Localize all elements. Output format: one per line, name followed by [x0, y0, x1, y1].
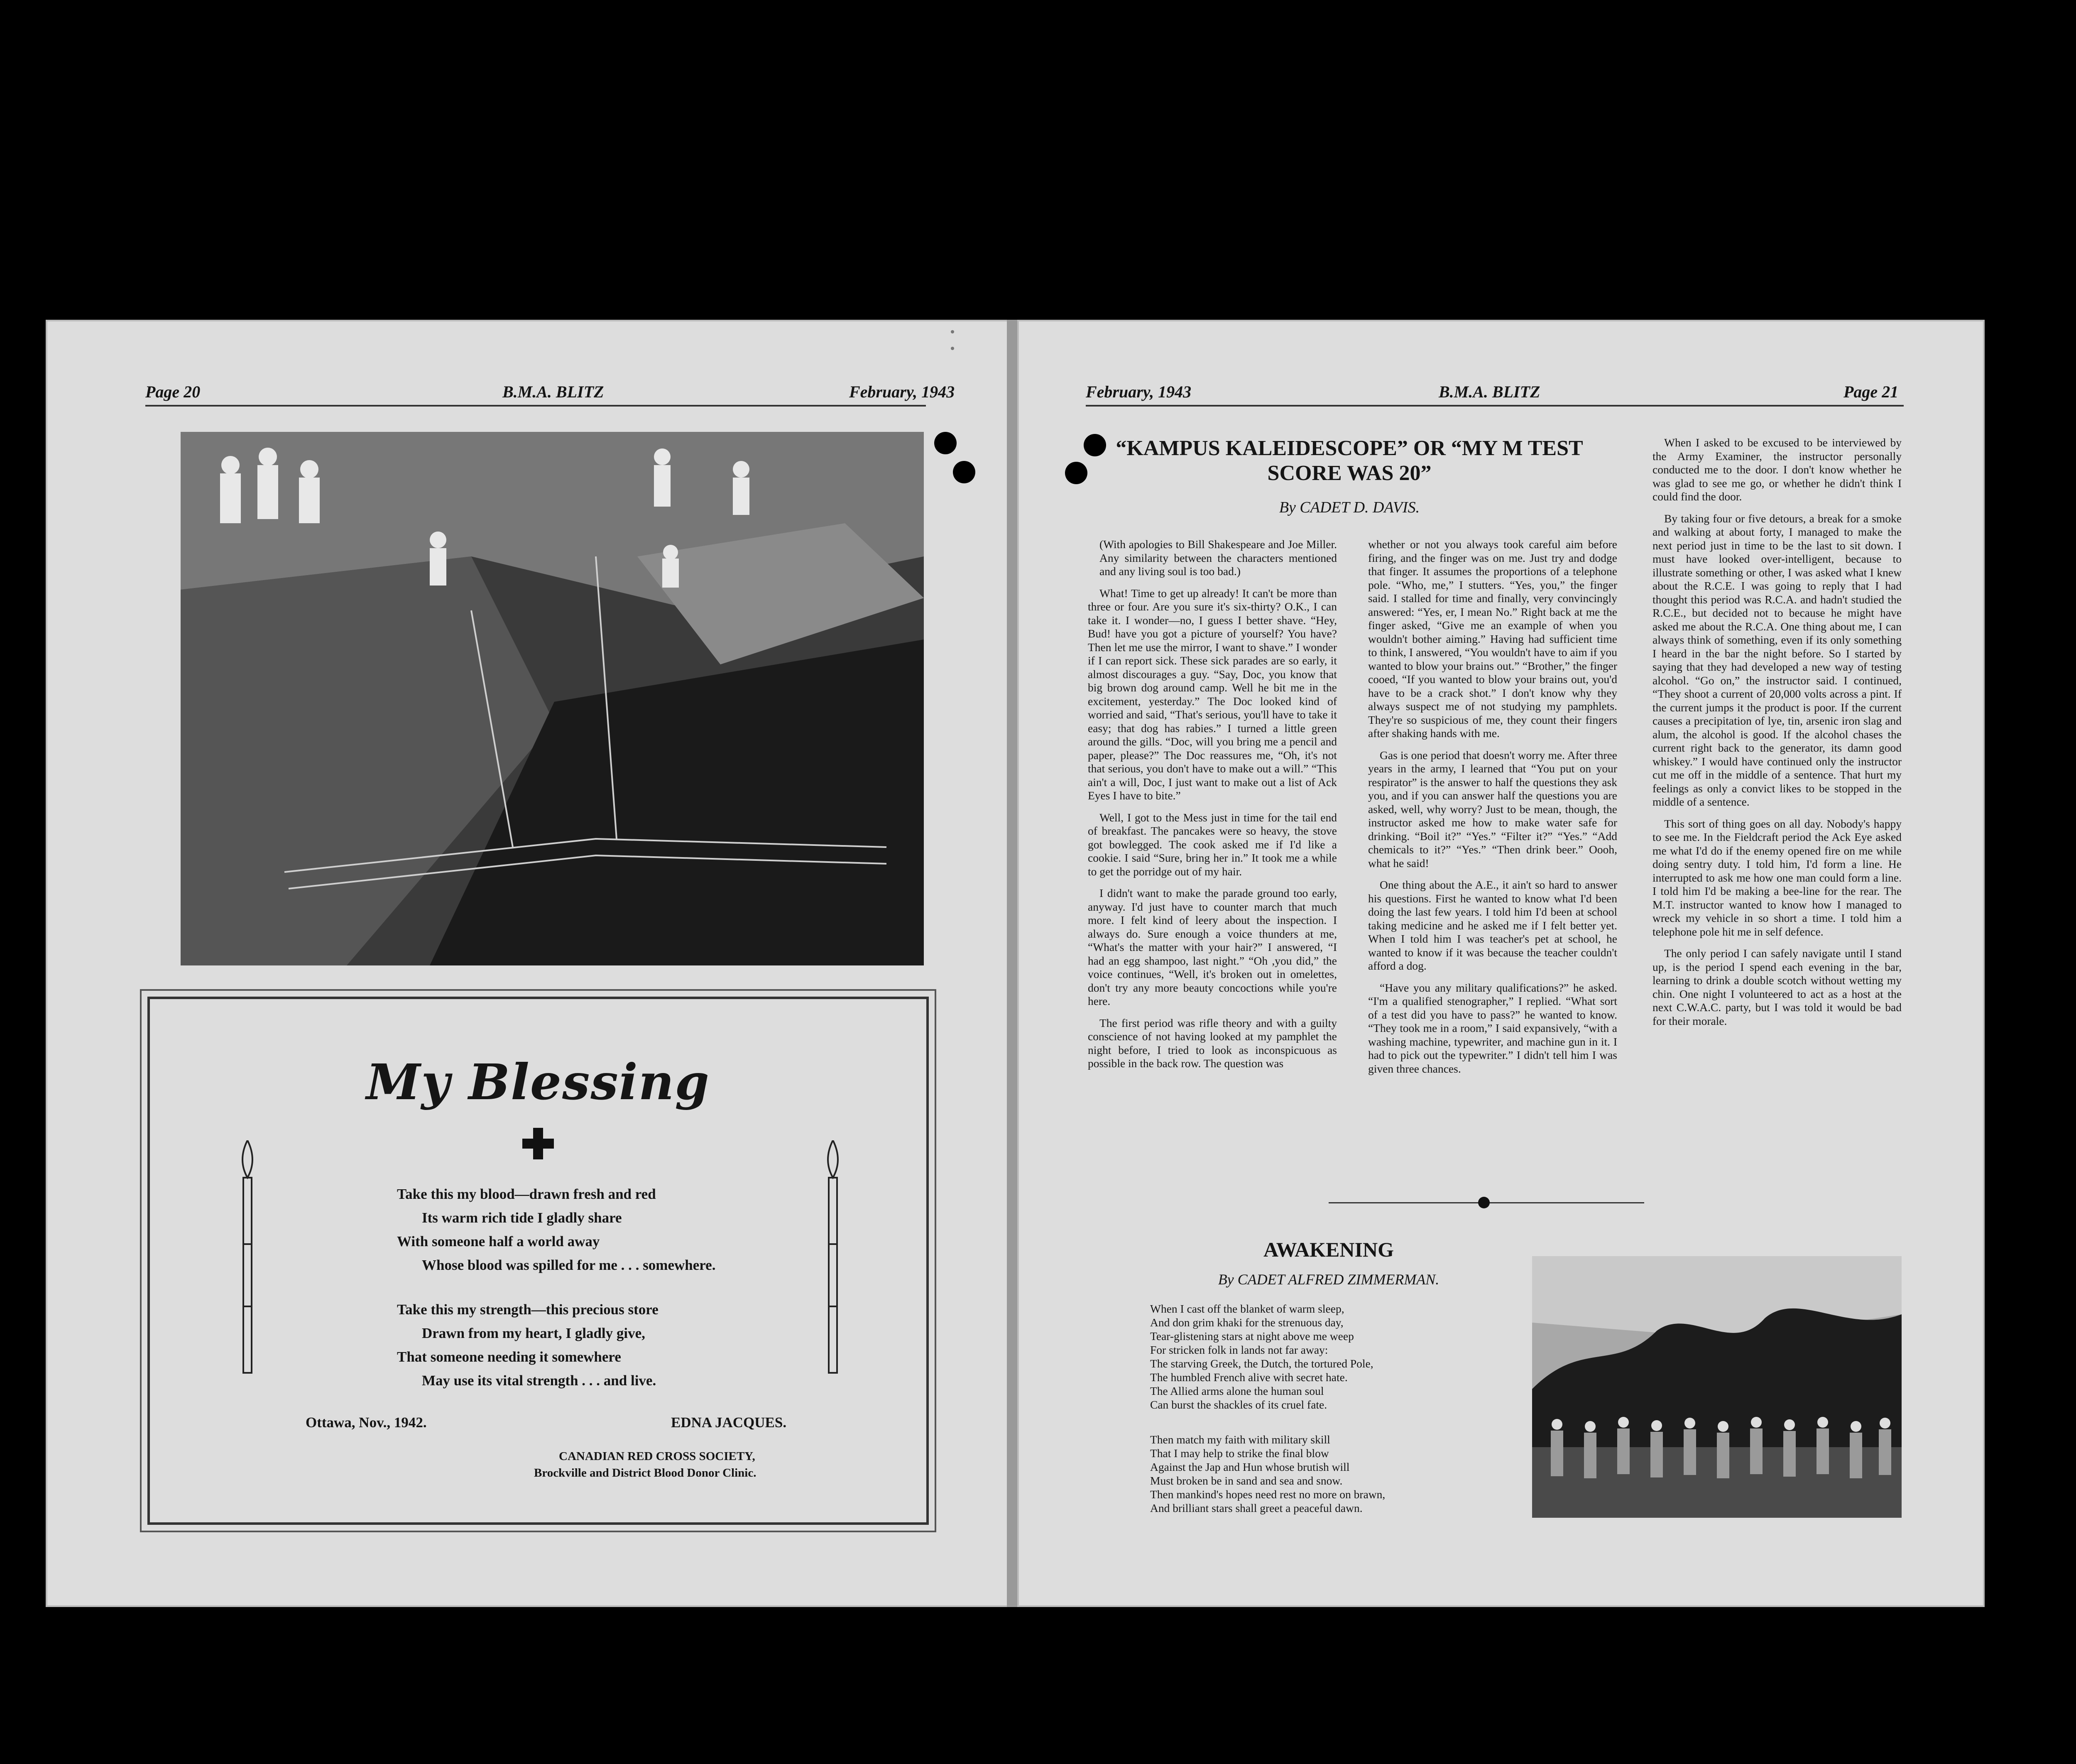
blessing-credit: CANADIAN RED CROSS SOCIETY, — [559, 1450, 755, 1463]
article-column-3 — [1652, 436, 1902, 1036]
punch-hole — [934, 432, 957, 454]
blessing-line: Its warm rich tide I gladly share — [422, 1210, 622, 1226]
blessing-line: May use its vital strength . . . and live. — [422, 1372, 656, 1389]
punch-hole — [1084, 434, 1106, 456]
article-title-line: “KAMPUS KALEIDESCOPE” OR “MY M TEST — [1116, 436, 1583, 460]
torch-right-icon — [823, 1140, 843, 1377]
poem-line: That I may help to strike the final blow — [1150, 1447, 1329, 1460]
blessing-line: Take this my strength—this precious store — [397, 1301, 659, 1318]
article-paragraph: I didn't want to make the parade ground too early, anyway. I'd just have to counter march that much more. I felt kind of leery about the inspection. I always do. Sure enough a voice thunders at me, “What's the matter with your hair?” I answered, “I had an egg shampoo, last night.” “Oh ,you did,” the voice continues, “Well, it's broken out in omelettes, don't try any more beauty concoctions while you're here. — [1088, 887, 1337, 1007]
page-number-right: Page 21 — [1843, 382, 1899, 401]
poem-line: Tear-glistening stars at night above me weep — [1150, 1330, 1354, 1343]
blessing-line: Drawn from my heart, I gladly give, — [422, 1325, 645, 1341]
blessing-line: Take this my blood—drawn fresh and red — [397, 1186, 656, 1202]
torch-left-icon — [237, 1140, 258, 1377]
article-paragraph: This sort of thing goes on all day. Nobody's happy to see me. In the Fieldcraft period the Ack Eye asked me what I'd do if the enemy opened fire on me while doing sentry duty. I told him, I'd form a line. He interrupted to ask me how one man could form a line. I told him I'd be making a bee-line for the rear. The M.T. instructor wanted to know how I managed to wreck my vehicle in so short a time. I told him a telephone pole hit me in self defence. — [1652, 817, 1902, 938]
poem-line: The Allied arms alone the human soul — [1150, 1384, 1324, 1397]
article-paragraph: Gas is one period that doesn't worry me. After three years in the army, I learned that “You put on your respirator” is the answer to half the questions they ask you, and if you can answer half the questions you are asked, well, why worry? Just to be mean, though, the instructor asked me how to make water safe for drinking. “Boil it?” “Yes.” “Filter it?” “Yes.” “Add chemicals to it?” “Yes.” “Then drink beer.” Oooh, what he said! — [1368, 748, 1617, 870]
left-page — [46, 320, 1009, 1607]
poem-stanza-1 — [1150, 1302, 1373, 1411]
page-number-left: Page 20 — [145, 382, 201, 401]
article-paragraph: By taking four or five detours, a break for a smoke and walking at about forty, I managed to make the next period just in time to be the last to sit down. I must have looked over-intelligent, because to illustrate something or other, I was asked what I knew about the R.C.E. I was going to reply that I had thought this period was R.C.A. and hadn't studied the R.C.E., but decided not to because he might have asked me about the R.C.A. One thing about me, I can always think of something, even if its only something I heard in the bar the night before. So I started by saying that they had developed a new way of testing alcohol. “Go on,” the instructor said. I continued, “They shoot a current of 20,000 volts across a pint. If the current jumps it the product is poor. If the current causes a precipitation of lye, tin, arsenic iron slag and alum, the alcohol is good. If the alcohol chases the current right back to the generator, its damn good whiskey.” I would have continued only the instructor cut me off in the middle of a sentence. That hurt my feelings as only a convict likes to be stopped in the middle of a sentence. — [1652, 512, 1902, 808]
poem-stanza-2 — [1150, 1433, 1385, 1515]
poem-line: And don grim khaki for the strenuous day, — [1150, 1316, 1344, 1329]
blessing-place-date: Ottawa, Nov., 1942. — [306, 1414, 427, 1431]
article-paragraph: The first period was rifle theory and with a guilty conscience of not having looked at my pamphlet the night before, I tried to look as inconspicuous as possible in the back row. The question was — [1088, 1016, 1337, 1070]
poem-title: AWAKENING — [1263, 1238, 1394, 1261]
poem-line: Against the Jap and Hun whose brutish will — [1150, 1460, 1350, 1473]
punch-hole — [953, 461, 975, 483]
article-paragraph: One thing about the A.E., it ain't so hard to answer his questions. First he wanted to know what I'd been doing the last few years. I told him I'd been at school taking medicine and he asked me if I felt better yet. When I told him I was teacher's pet at school, he wanted to know if it was because the teacher couldn't afford a dog. — [1368, 878, 1617, 972]
poem-byline: By CADET ALFRED ZIMMERMAN. — [1218, 1271, 1439, 1288]
poem-line: Then mankind's hopes need rest no more on brawn, — [1150, 1488, 1386, 1501]
article-byline: By CADET D. DAVIS. — [1279, 499, 1420, 516]
poem-line: Then match my faith with military skill — [1150, 1433, 1330, 1446]
article-paragraph: What! Time to get up already! It can't be more than three or four. Are you sure it's six-thirty? O.K., I can take it. I wonder—no, I guess I better shave. “Hey, Bud! have you got a picture of yourself? You have? Then let me use the mirror, I want to shave.” I wonder if I can report sick. These sick parades are so early, it almost discourages a guy. “Say, Doc, you know that big brown dog around camp. Well he bit me in the excitement, yesterday.” The Doc looked kind of worried and said, “That's serious, you'll have to take it easy; that dog has rabies.” I turned a little green around the gills. “Doc, will you bring me a pencil and paper, please?” The Doc reassures me, “Oh, it's not that serious, you don't have to make out a will.” “This ain't a will, Doc, I just want to make out a list of Ack Eyes I have to bite.” — [1088, 586, 1337, 802]
issue-date-left: February, 1943 — [849, 382, 955, 401]
poem-line: Must broken be in sand and sea and snow. — [1150, 1474, 1343, 1487]
photo-cadets-rope-crossing — [181, 432, 924, 965]
right-page — [1017, 320, 1985, 1607]
article-paragraph: Well, I got to the Mess just in time for the tail end of breakfast. The pancakes were so heavy, the stove got bowlegged. The cook asked me if I'd like a cookie. I said “Sure, bring her in.” It took me a while to get the porridge out of my hair. — [1088, 811, 1337, 878]
header-rule-right — [1086, 405, 1904, 407]
article-title — [1090, 436, 1609, 486]
publication-title-left: B.M.A. BLITZ — [502, 382, 604, 401]
header-rule-left — [145, 405, 926, 407]
poem-line: The humbled French alive with secret hate. — [1150, 1371, 1348, 1384]
punch-hole — [1065, 462, 1087, 484]
article-column-1 — [1088, 538, 1337, 1079]
article-paragraph: whether or not you always took careful aim before firing, and the finger was on me. Just try and dodge that finger. It assumes the proportions of a telephone pole. “Who, me,” I stutters. “Yes, you,” the finger said. I stalled for time and finally, very convincingly answered: “Yes, er, I mean No.” Right back at me the finger asked, “Give me an example of when you wouldn't bother aiming.” Having had sufficient time to think, I answered, “You wouldn't have to aim if you wanted to blow your brains out.” “Brother,” the finger cooed, “If you wanted to blow your brains out, you'd have to be a crack shot.” I don't know why they always suspect me of not studying my pamphlets. They're so suspicious of me, they count their fingers after shaking hands with me. — [1368, 538, 1617, 740]
blessing-credit: Brockville and District Blood Donor Clinic. — [534, 1466, 756, 1480]
publication-title-right: B.M.A. BLITZ — [1439, 382, 1540, 401]
blessing-frame — [147, 997, 929, 1525]
poem-line: The starving Greek, the Dutch, the tortured Pole, — [1150, 1357, 1373, 1370]
blessing-title: My Blessing — [366, 1053, 710, 1111]
blessing-line: Whose blood was spilled for me . . . somewhere. — [422, 1257, 716, 1273]
article-paragraph: (With apologies to Bill Shakespeare and Joe Miller. Any similarity between the characters mentioned and any living soul is too bad.) — [1099, 538, 1337, 578]
staple-mark — [951, 347, 954, 350]
poem-line: Can burst the shackles of its cruel fate. — [1150, 1398, 1327, 1411]
divider-dot-icon — [1478, 1197, 1490, 1208]
poem-line: For stricken folk in lands not far away: — [1150, 1343, 1328, 1356]
article-paragraph: The only period I can safely navigate until I stand up, is the period I spend each evening in the bar, learning to drink a double scotch without wetting my chin. One night I volunteered to act as a host at the next C.W.A.C. party, but I was told it would be bad for their morale. — [1652, 947, 1902, 1027]
blessing-author: EDNA JACQUES. — [671, 1414, 787, 1431]
article-title-line: SCORE WAS 20” — [1267, 461, 1432, 485]
poem-line: When I cast off the blanket of warm sleep, — [1150, 1302, 1344, 1315]
red-cross-icon — [522, 1128, 554, 1159]
poem-line: And brilliant stars shall greet a peaceful dawn. — [1150, 1502, 1363, 1514]
issue-date-right: February, 1943 — [1086, 382, 1192, 401]
blessing-line: With someone half a world away — [397, 1233, 600, 1250]
staple-mark — [951, 330, 954, 333]
blessing-line: That someone needing it somewhere — [397, 1349, 621, 1365]
article-paragraph: When I asked to be excused to be interviewed by the Army Examiner, the instructor personally conducted me to the door. I don't know whether he was glad to see me go, or whether he didn't think I could find the door. — [1652, 436, 1902, 503]
article-column-2 — [1368, 538, 1617, 1084]
article-paragraph: “Have you any military qualifications?” he asked. “I'm a qualified stenographer,” I replied. “What sort of a test did you have to pass?” he wanted to know. “They took me in a room,” I said expansively, “with a washing machine, typewriter, and machine gun in it. I had to pick out the typewriter.” I didn't tell him I was given three chances. — [1368, 981, 1617, 1075]
photo-troops-parade-trees — [1532, 1256, 1902, 1518]
